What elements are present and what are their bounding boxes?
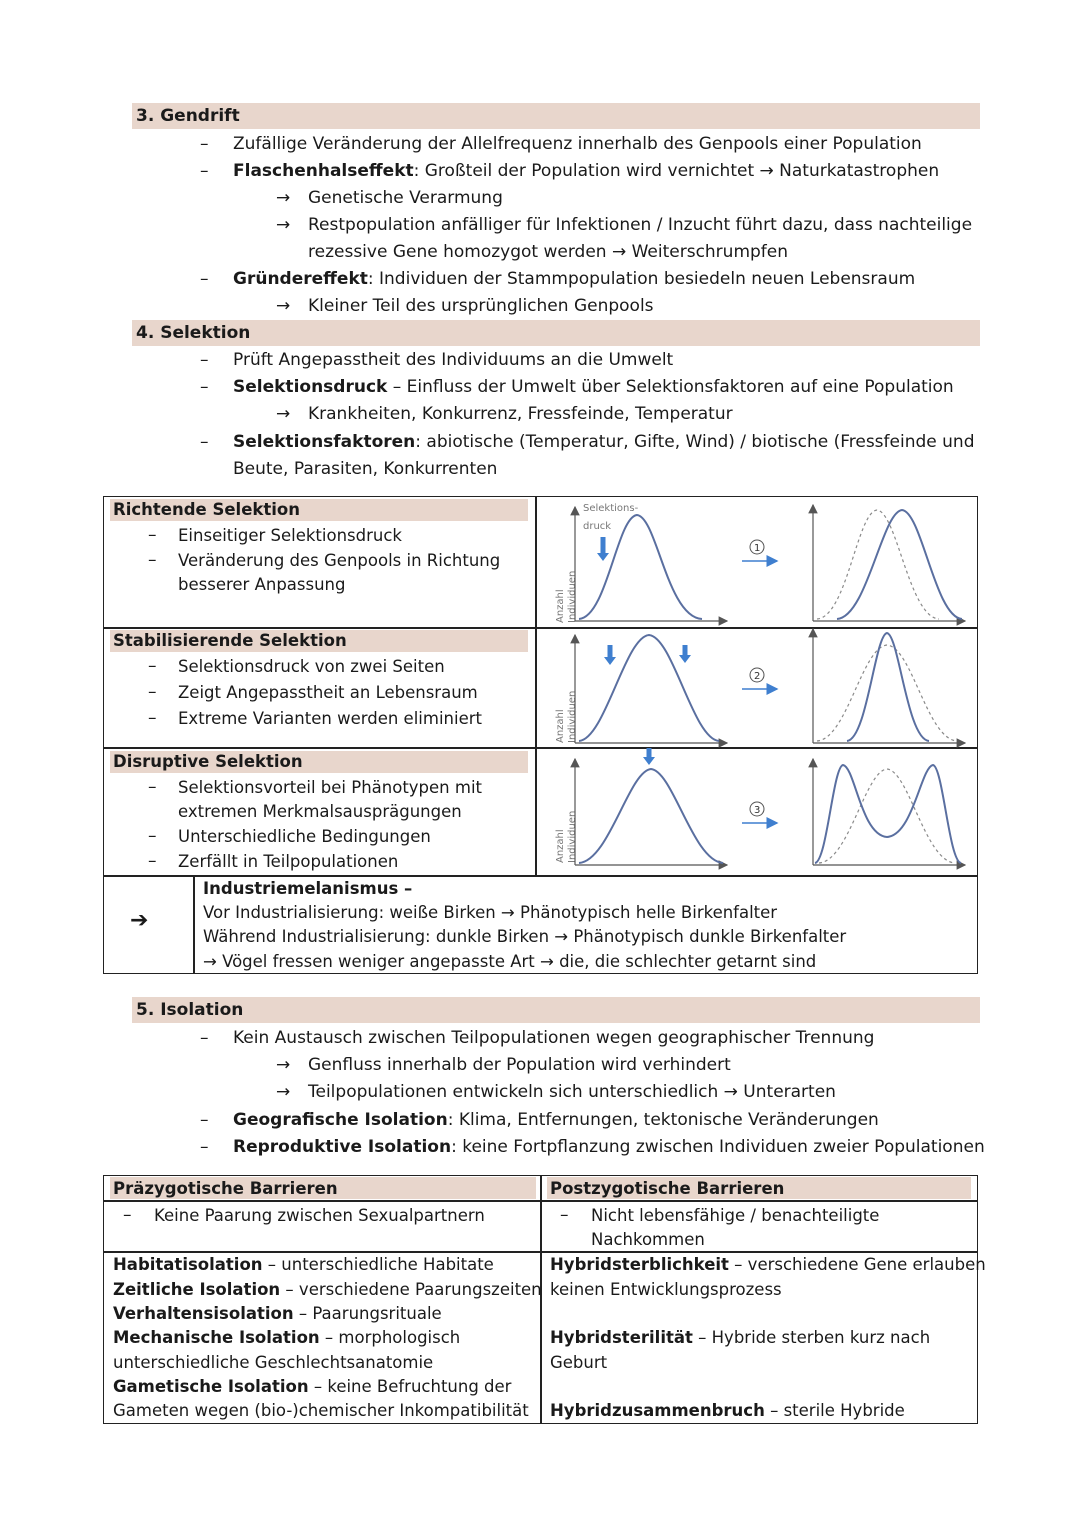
distribution-curve [579,635,719,741]
arrow-icon: → [276,215,291,235]
selection-diagrams [537,497,977,875]
text-line [233,1108,879,1132]
diagram-disruptive [555,748,965,865]
section-header-gendrift [132,103,980,129]
text-line: besserer Anpassung [178,575,346,594]
text-line: Beute, Parasiten, Konkurrenten [233,459,498,479]
y-axis-label-line: Individuen [567,570,578,623]
narrowed-curve [847,633,929,741]
text-span: – Einfluss der Umwelt über Selektionsfaktoren auf eine Population [387,377,954,397]
text-line: Prüft Angepasstheit des Individuums an die Umwelt [233,350,674,370]
bullet-dash: – [200,1110,209,1130]
pressure-label: Selektions- [583,503,639,514]
arrow-icon: ➔ [130,908,149,933]
bold-term: Zeitliche Isolation [113,1280,281,1299]
y-axis-label-line: Anzahl [555,589,566,623]
text-line: Genetische Verarmung [308,188,503,208]
text-line: keinen Entwicklungsprozess [550,1280,782,1299]
text-span: : Individuen der Stammpopulation besiedeln neuen Lebensraum [367,269,916,289]
text-span: – sterile Hybride [764,1401,905,1420]
text-line [550,1398,905,1423]
pressure-arrow-head [643,757,655,765]
text-line [113,1374,511,1399]
arrow-icon: → [276,1055,291,1075]
bullet-dash: – [200,1028,209,1048]
step-number: 3 [754,805,761,816]
text-line: Restpopulation anfälliger für Infektionen / Inzucht führt dazu, dass nachteilige [308,215,973,235]
text-span: : keine Fortpflanzung zwischen Individuen zweier Populationen [451,1137,985,1157]
original-curve [817,510,939,619]
y-axis-label-line: Individuen [567,810,578,863]
bimodal-curve [815,765,961,863]
bold-term: Hybridzusammenbruch [550,1401,765,1420]
text-line [113,1301,442,1326]
bullet-dash: – [200,269,209,289]
text-span: – unterschiedliche Habitate [262,1255,494,1274]
text-line [233,267,915,291]
text-line: Selektionsvorteil bei Phänotypen mit [178,778,483,797]
text-line [233,159,939,183]
text-line [550,1252,986,1277]
text-line: Kleiner Teil des ursprünglichen Genpools [308,296,654,316]
text-line: Veränderung des Genpools in Richtung [178,551,501,570]
bold-term: Selektionsfaktoren [233,432,416,452]
text-span: – Paarungsrituale [293,1304,442,1323]
bullet-dash: – [148,826,157,846]
text-line [233,375,954,399]
text-span: : abiotische (Temperatur, Gifte, Wind) / biotische (Fressfeinde und [415,432,975,452]
bullet-dash: – [123,1205,132,1225]
text-line: → Vögel fressen weniger angepasste Art → die, die schlechter getarnt sind [203,952,817,971]
original-curve [817,645,957,741]
text-line: Zerfällt in Teilpopulationen [178,852,399,871]
diagram-stabilisierende [555,629,965,743]
text-span: : Großteil der Population wird vernichtet → Naturkatastrophen [413,161,940,181]
text-line: Teilpopulationen entwickeln sich unterschiedlich → Unterarten [308,1082,836,1102]
text-line [233,1135,985,1159]
divider [193,875,195,974]
diagram-richtende [555,503,965,623]
text-line: Selektionsdruck von zwei Seiten [178,657,445,676]
bullet-dash: – [148,656,157,676]
text-line: Nachkommen [591,1230,705,1249]
shifted-curve [837,510,962,619]
bullet-dash: – [148,550,157,570]
text-line: Geburt [550,1353,608,1372]
industriemelanismus-title: Industriemelanismus – [203,879,413,898]
bullet-dash: – [200,432,209,452]
text-line: Genfluss innerhalb der Population wird verhindert [308,1055,731,1075]
text-line: Extreme Varianten werden eliminiert [178,709,482,728]
bold-term: Habitatisolation [113,1255,263,1274]
section-header-isolation [132,997,980,1023]
pressure-label: druck [583,521,612,532]
bullet-dash: – [200,377,209,397]
bullet-dash: – [148,708,157,728]
text-line: rezessive Gene homozygot werden → Weiterschrumpfen [308,242,789,262]
bold-term: Hybridsterilität [550,1328,693,1347]
text-line: Nicht lebensfähige / benachteiligte [591,1206,880,1225]
pressure-arrow-head [597,553,609,561]
bullet-dash: – [148,851,157,871]
bold-term: Hybridsterblichkeit [550,1255,729,1274]
richtende-selektion-title: Richtende Selektion [110,499,528,521]
y-axis-label-line: Anzahl [555,829,566,863]
text-line: extremen Merkmalsausprägungen [178,802,462,821]
postzygotische-title: Postzygotische Barrieren [550,1179,785,1198]
text-line: Gameten wegen (bio-)chemischer Inkompatibilität [113,1401,529,1420]
text-span: : Klima, Entfernungen, tektonische Veränderungen [447,1110,879,1130]
text-line [113,1252,494,1277]
text-line [113,1277,542,1302]
text-line [550,1325,930,1350]
original-curve [819,769,955,863]
praezygotische-title: Präzygotische Barrieren [113,1179,338,1198]
arrow-icon: → [276,1082,291,1102]
arrow-icon: → [276,404,291,424]
bullet-dash: – [148,777,157,797]
bold-term: Gründereffekt [233,269,368,289]
text-span: – Hybride sterben kurz nach [692,1328,931,1347]
pressure-arrow-head [604,657,616,665]
text-line: Einseitiger Selektionsdruck [178,526,402,545]
text-line: Vor Industrialisierung: weiße Birken → Phänotypisch helle Birkenfalter [203,903,778,922]
step-number: 1 [754,543,761,554]
text-line: Kein Austausch zwischen Teilpopulationen wegen geographischer Trennung [233,1028,875,1048]
bold-term: Geografische Isolation [233,1110,448,1130]
bullet-dash: – [148,682,157,702]
text-line [233,430,974,454]
text-line: Während Industrialisierung: dunkle Birken → Phänotypisch dunkle Birkenfalter [203,927,847,946]
text-line [113,1325,460,1350]
text-span: – morphologisch [319,1328,461,1347]
text-span: – verschiedene Gene erlauben [728,1255,986,1274]
text-line: Krankheiten, Konkurrenz, Fressfeinde, Temperatur [308,404,733,424]
text-span: – keine Befruchtung der [308,1377,512,1396]
bold-term: Selektionsdruck [233,377,388,397]
arrow-icon: → [276,188,291,208]
section-header-selektion [132,320,980,346]
section-title: 4. Selektion [136,323,251,343]
bold-term: Reproduktive Isolation [233,1137,452,1157]
text-line: Zufällige Veränderung der Allelfrequenz innerhalb des Genpools einer Population [233,134,922,154]
text-span: – verschiedene Paarungszeiten [280,1280,542,1299]
bullet-dash: – [560,1205,569,1225]
pressure-arrow-head [679,655,691,663]
distribution-curve [579,769,723,863]
bold-term: Flaschenhalseffekt [233,161,414,181]
y-axis-label-line: Anzahl [555,709,566,743]
y-axis-label-line: Individuen [567,690,578,743]
step-number: 2 [754,671,761,682]
text-line: Keine Paarung zwischen Sexualpartnern [154,1206,485,1225]
section-title: 5. Isolation [136,1000,244,1020]
bullet-dash: – [200,134,209,154]
bullet-dash: – [148,525,157,545]
bullet-dash: – [200,1137,209,1157]
arrow-icon: → [276,296,291,316]
text-line: Zeigt Angepasstheit an Lebensraum [178,683,478,702]
disruptive-selektion-title: Disruptive Selektion [110,751,528,773]
section-title: 3. Gendrift [136,106,240,126]
bullet-dash: – [200,350,209,370]
bullet-dash: – [200,161,209,181]
bold-term: Gametische Isolation [113,1377,309,1396]
text-line: Unterschiedliche Bedingungen [178,827,431,846]
bold-term: Mechanische Isolation [113,1328,320,1347]
text-line: unterschiedliche Geschlechtsanatomie [113,1353,434,1372]
bold-term: Verhaltensisolation [113,1304,294,1323]
stabilisierende-selektion-title: Stabilisierende Selektion [110,630,528,652]
